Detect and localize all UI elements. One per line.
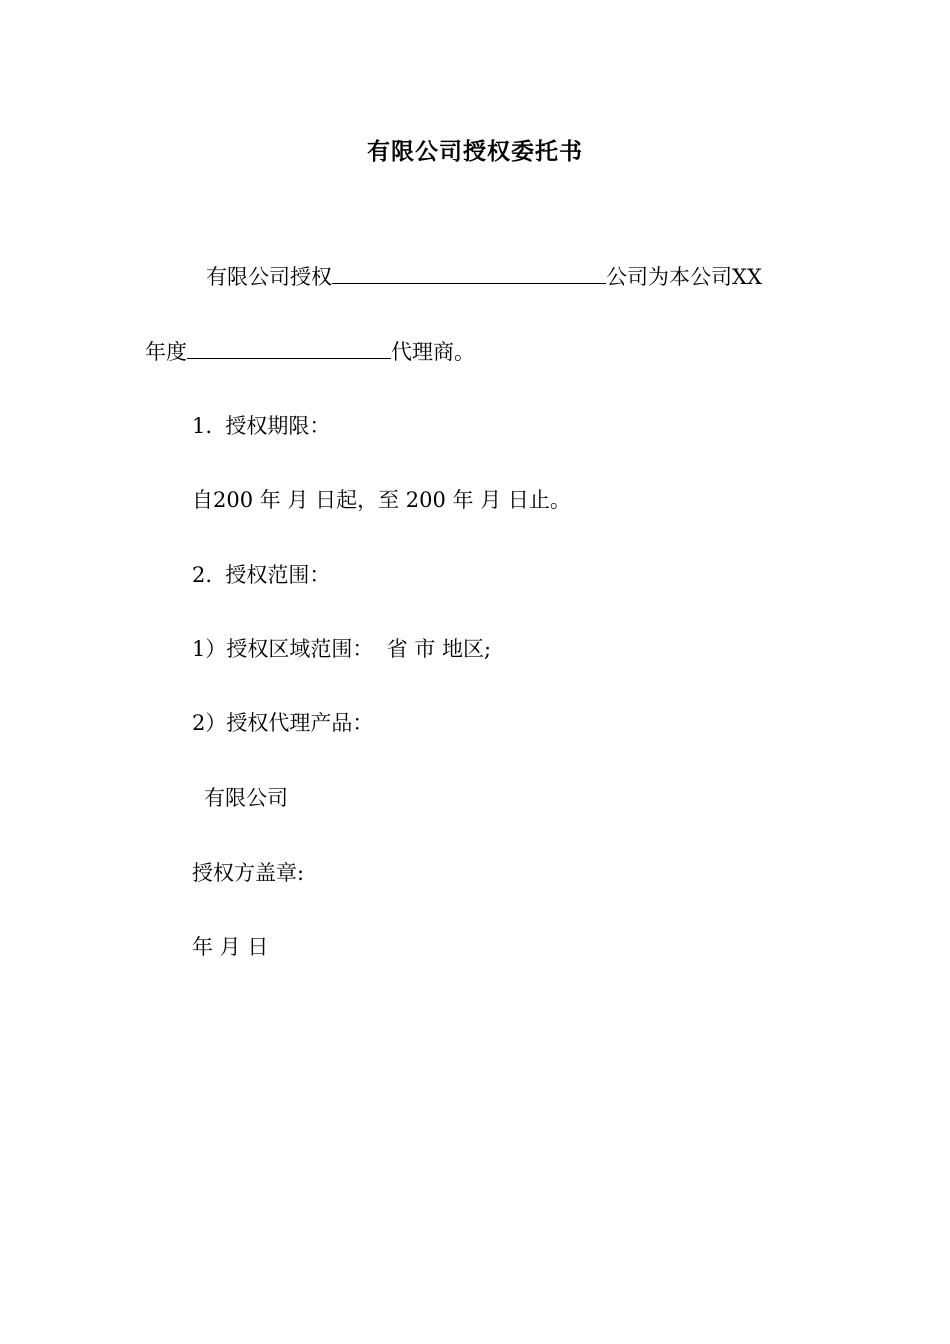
para2-start-text: 年度 (145, 340, 187, 364)
section1-period-text: 自200 年 月 日起，至 200 年 月 日止。 (192, 488, 571, 512)
date-line: 年 月 日 (192, 935, 269, 959)
section2-heading: 2. 授权范围： (192, 563, 331, 587)
seal-label: 授权方盖章: (192, 861, 305, 885)
section1-heading: 1. 授权期限： (192, 414, 331, 438)
para1-start-text: 有限公司授权 (206, 265, 332, 289)
para2-end-text: 代理商。 (391, 340, 475, 364)
section2-region-item: 1）授权区域范围： 省 市 地区; (192, 637, 492, 661)
para1-end-text: 公司为本公司XX (606, 265, 762, 289)
company-name: 有限公司 (204, 786, 288, 810)
authorization-paragraph-line1 (206, 261, 762, 292)
agent-type-blank (187, 336, 391, 359)
authorized-company-blank (332, 261, 606, 284)
section2-product-item: 2）授权代理产品： (192, 711, 374, 735)
document-title: 有限公司授权委托书 (367, 138, 583, 165)
authorization-paragraph-line2 (145, 336, 475, 367)
